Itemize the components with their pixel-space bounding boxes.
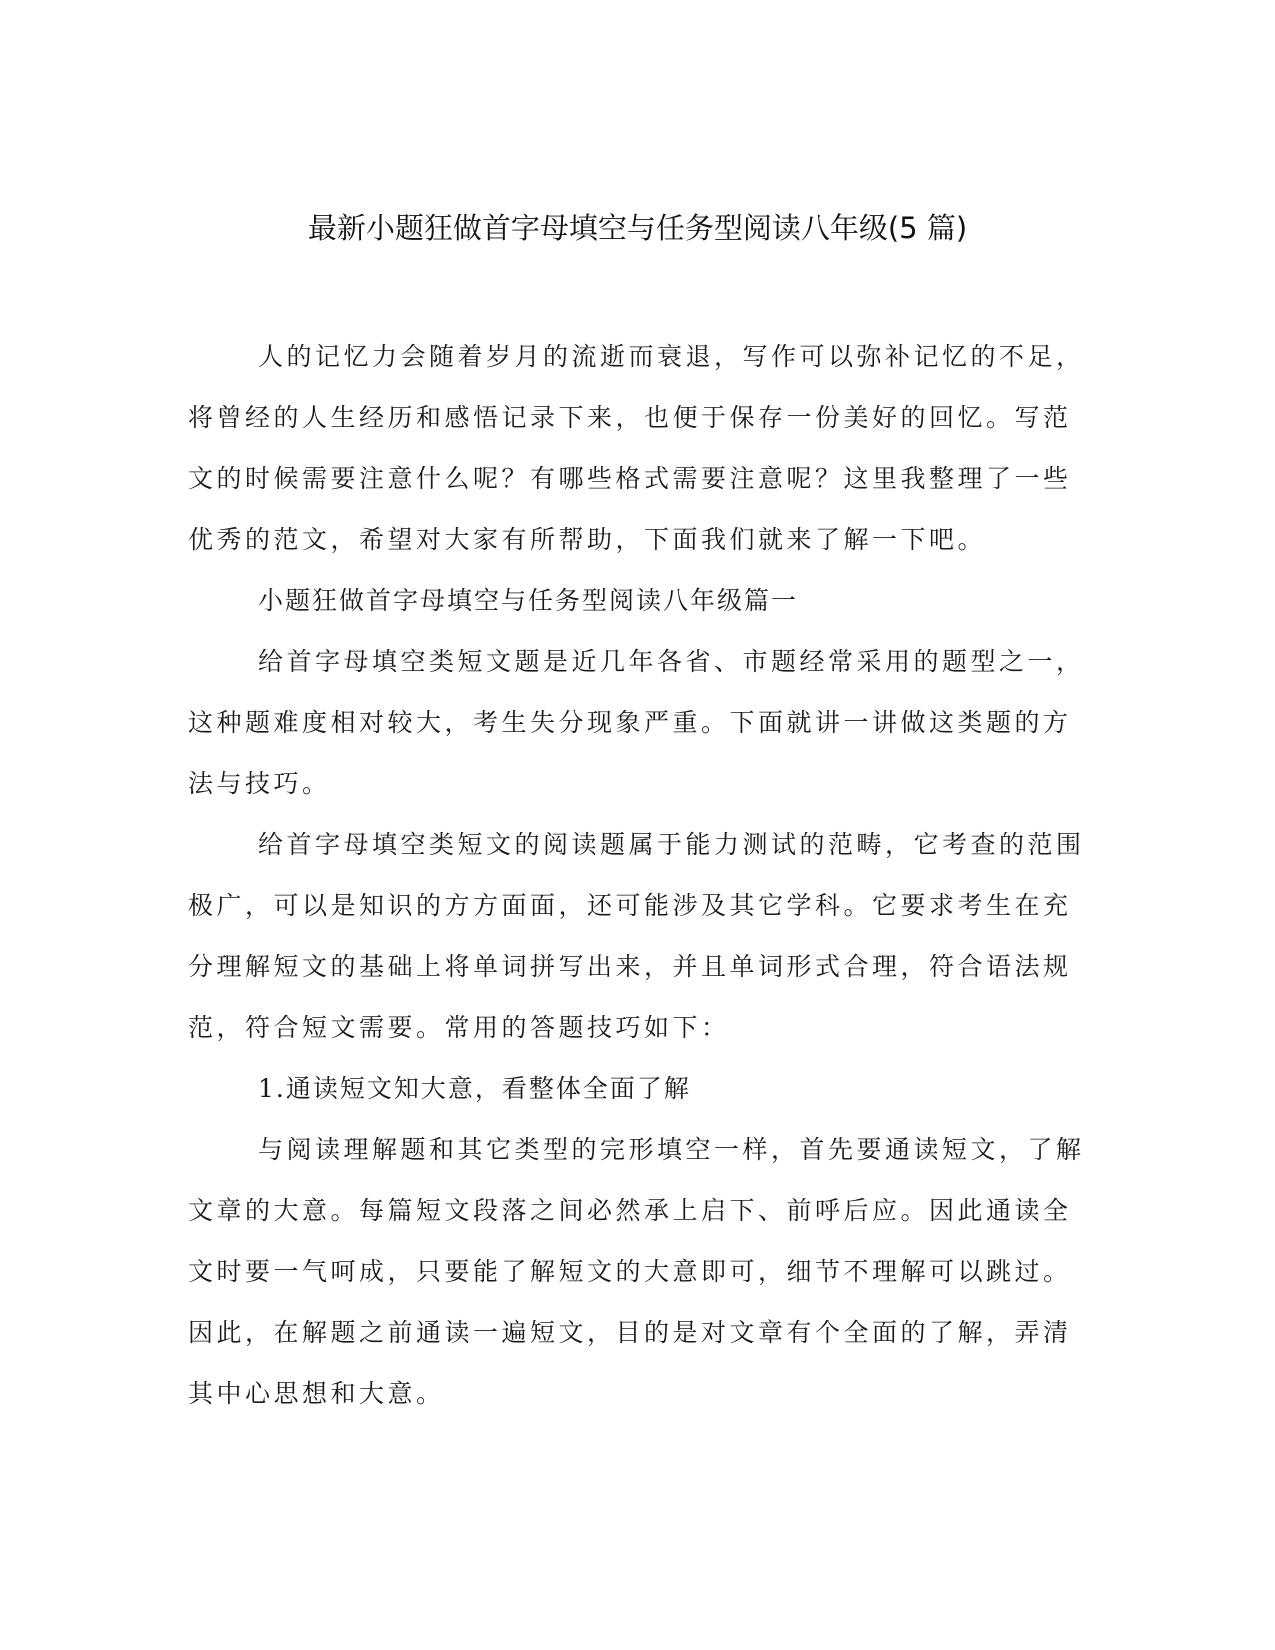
body-paragraph: 给首字母填空类短文题是近几年各省、市题经常采用的题型之一，这种题难度相对较大，考生失分现象严重。下面就讲一讲做这类题的方法与技巧。: [188, 647, 1085, 798]
body-paragraph: 与阅读理解题和其它类型的完形填空一样，首先要通读短文，了解文章的大意。每篇短文段落之间必然承上启下、前呼后应。因此通读全文时要一气呵成，只要能了解短文的大意即可，细节不理解可以跳过。因此，在解题之前通读一遍短文，目的是对文章有个全面的了解，弄清其中心思想和大意。: [188, 1135, 1085, 1408]
tip-heading: 1.通读短文知大意，看整体全面了解: [258, 1074, 691, 1103]
section-heading: 小题狂做首字母填空与任务型阅读八年级篇一: [258, 586, 799, 615]
body-paragraph: 给首字母填空类短文的阅读题属于能力测试的范畴，它考查的范围极广，可以是知识的方方面面，还可能涉及其它学科。它要求考生在充分理解短文的基础上将单词拼写出来，并且单词形式合理，符合语法规范，符合短文需要。常用的答题技巧如下：: [188, 830, 1085, 1042]
document-title: 最新小题狂做首字母填空与任务型阅读八年级(5 篇): [307, 211, 968, 245]
intro-paragraph: 人的记忆力会随着岁月的流逝而衰退，写作可以弥补记忆的不足，将曾经的人生经历和感悟记录下来，也便于保存一份美好的回忆。写范文的时候需要注意什么呢？有哪些格式需要注意呢？这里我整理了一些优秀的范文，希望对大家有所帮助，下面我们就来了解一下吧。: [188, 342, 1085, 554]
document-body: [188, 326, 1086, 1424]
